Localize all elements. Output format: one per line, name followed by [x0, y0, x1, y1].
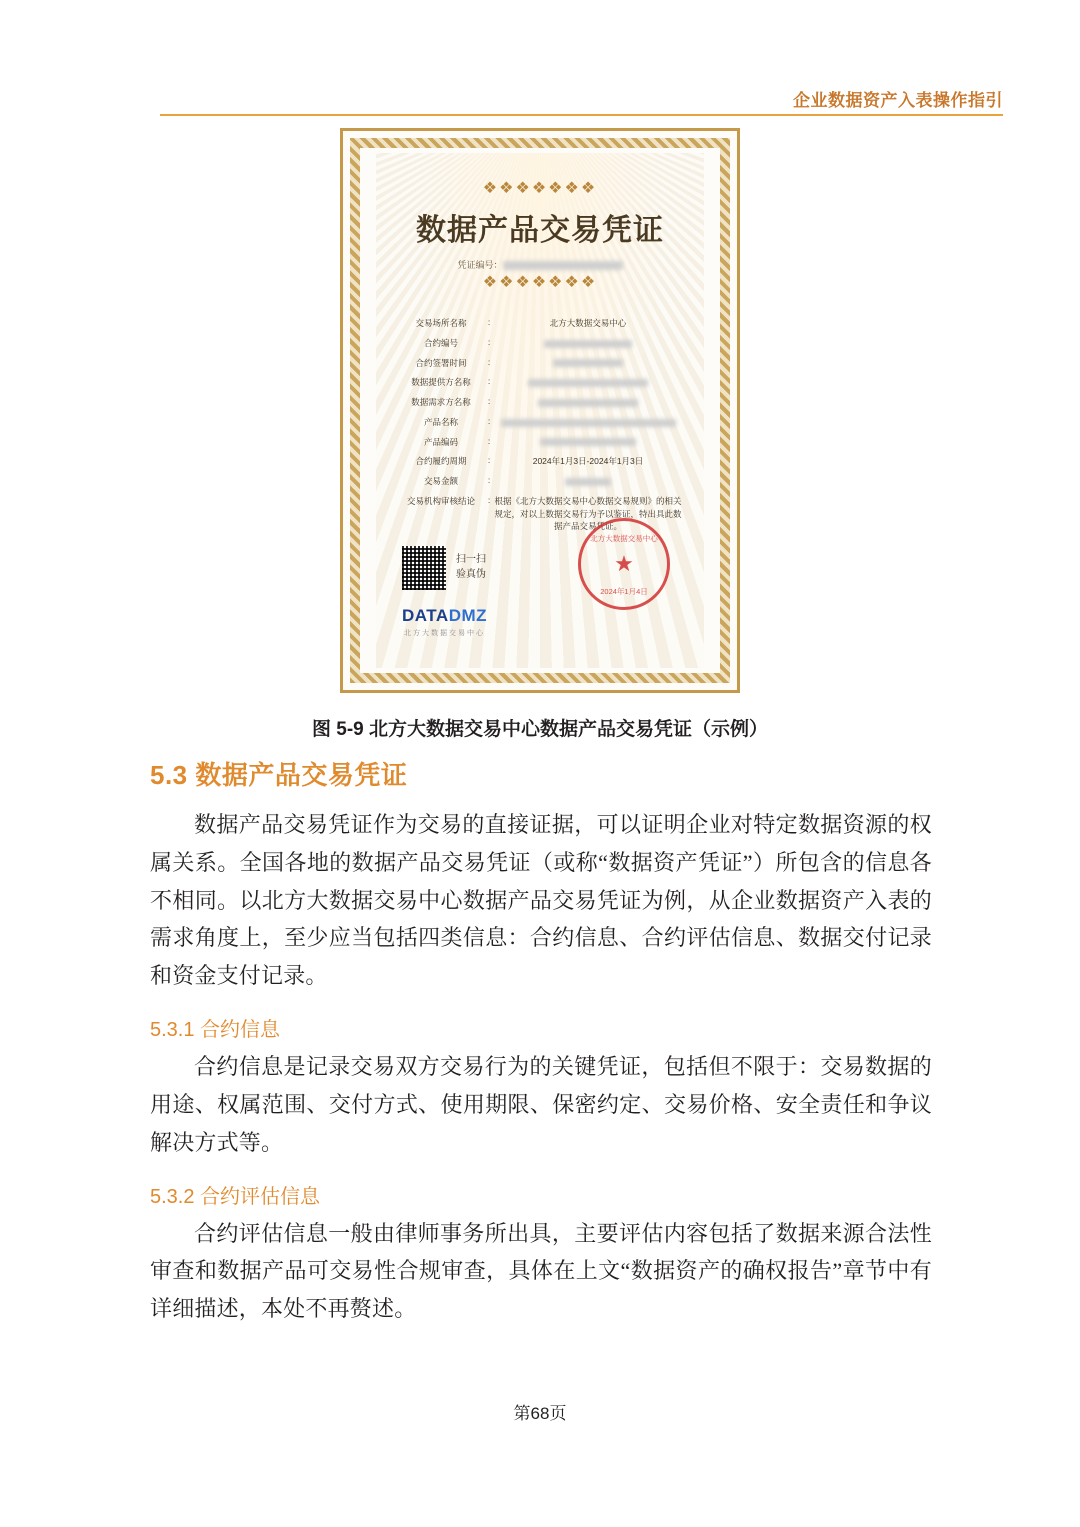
certificate-title: 数据产品交易凭证 [416, 214, 664, 247]
table-row [398, 455, 682, 468]
certificate-image [340, 128, 740, 693]
certificate-number-label: 凭证编号： [457, 260, 503, 270]
field-value [494, 475, 682, 488]
scan-instruction [456, 553, 486, 582]
figure-caption: 图 5-9 北方大数据交易中心数据产品交易凭证（示例） [311, 719, 769, 740]
scan-line-1: 扫一扫 [456, 554, 486, 565]
header-divider [160, 114, 1003, 116]
redacted-value [528, 379, 648, 387]
paragraph-3: 合约评估信息一般由律师事务所出具，主要评估内容包括了数据来源合法性审查和数据产品可交易性合规审查，具体在上文“数据资产的确权报告”章节中有详细描述，本处不再赘述。 [150, 1220, 932, 1322]
brand-dmz-text: DMZ [448, 606, 488, 625]
certificate-fields [398, 317, 682, 533]
field-label: 交易机构审核结论 [406, 495, 475, 506]
certificate-number-value [503, 261, 623, 270]
document-content [150, 755, 932, 1330]
field-label: 交易金额 [423, 476, 458, 486]
redacted-value [538, 399, 638, 407]
field-label: 合约编号 [423, 337, 458, 348]
page-number: 第68页 [513, 1404, 567, 1423]
field-label: 合约签署时间 [415, 357, 467, 368]
qr-code-icon [402, 546, 446, 590]
table-row [398, 357, 682, 370]
field-colon: : [487, 435, 491, 446]
field-value: 北方大数据交易中心 [549, 318, 627, 328]
seal-top-text: 北方大数据交易中心 [590, 534, 658, 543]
table-row [398, 416, 682, 429]
field-colon: : [487, 336, 491, 347]
field-colon: : [487, 415, 491, 426]
ornament-bottom-icon: ❖❖❖❖❖❖❖ [482, 274, 598, 291]
redacted-value [501, 419, 676, 427]
field-colon: : [487, 356, 491, 367]
seal-bottom-text: 2024年1月4日 [600, 587, 648, 596]
section-heading-5-3: 5.3 数据产品交易凭证 [150, 760, 408, 790]
table-row [398, 376, 682, 389]
brand-logo-sub: 北方大数据交易中心 [404, 630, 486, 637]
field-label: 数据提供方名称 [411, 377, 471, 388]
subsection-heading-5-3-2: 5.3.2 合约评估信息 [150, 1185, 321, 1208]
table-row [398, 337, 682, 350]
field-colon: : [487, 396, 491, 406]
field-value [494, 376, 682, 389]
field-label: 合约履约周期 [415, 456, 467, 467]
table-row [398, 436, 682, 449]
field-colon: : [487, 317, 491, 327]
redacted-value [553, 359, 623, 367]
certificate-body [376, 153, 704, 668]
field-value [494, 357, 682, 370]
official-seal-icon [578, 518, 670, 610]
table-row [398, 317, 682, 330]
brand-logo [402, 606, 487, 638]
field-value [494, 436, 682, 449]
field-colon: : [487, 455, 491, 466]
certificate-number [376, 258, 704, 271]
field-label: 交易场所名称 [415, 318, 467, 328]
ornament-top-icon: ❖❖❖❖❖❖❖ [482, 180, 598, 197]
field-colon: : [487, 494, 491, 505]
field-value [494, 337, 682, 350]
seal-star-icon: ★ [614, 551, 634, 576]
subsection-heading-5-3-1: 5.3.1 合约信息 [150, 1019, 281, 1042]
field-colon: : [487, 475, 491, 485]
field-label: 产品名称 [423, 416, 458, 427]
paragraph-2: 合约信息是记录交易双方交易行为的关键凭证，包括但不限于：交易数据的用途、权属范围、交付方式、使用期限、保密约定、交易价格、安全责任和争议解决方式等。 [150, 1054, 932, 1155]
table-row [398, 396, 682, 409]
brand-data-text: DATA [402, 606, 449, 625]
scan-line-2: 验真伪 [456, 568, 486, 580]
field-label: 数据需求方名称 [411, 397, 471, 407]
brand-logo-main [402, 606, 487, 626]
field-value: 2024年1月3日-2024年1月3日 [532, 456, 644, 467]
field-label: 产品编码 [423, 436, 458, 447]
redacted-value [565, 478, 611, 486]
field-value: 根据《北方大数据交易中心数据交易规则》的相关规定，对以上数据交易行为予以鉴证，特出具此数据产品交易凭证。 [494, 495, 682, 532]
table-row [398, 475, 682, 488]
redacted-value [544, 340, 632, 348]
field-colon: : [487, 376, 491, 387]
field-value [494, 416, 682, 429]
paragraph-1: 数据产品交易凭证作为交易的直接证据，可以证明企业对特定数据资源的权属关系。全国各地的数据产品交易凭证（或称“数据资产凭证”）所包含的信息各不相同。以北方大数据交易中心数据产品交易凭证为例，从企业数据资产入表的需求角度上，至少应当包括四类信息：合约信息、合约评估信息、数据交付记录和资金支付记录。 [150, 812, 932, 989]
field-value [494, 396, 682, 409]
redacted-value [540, 438, 636, 446]
figure-block [0, 128, 1080, 741]
running-header: 企业数据资产入表操作指引 [793, 91, 1003, 110]
